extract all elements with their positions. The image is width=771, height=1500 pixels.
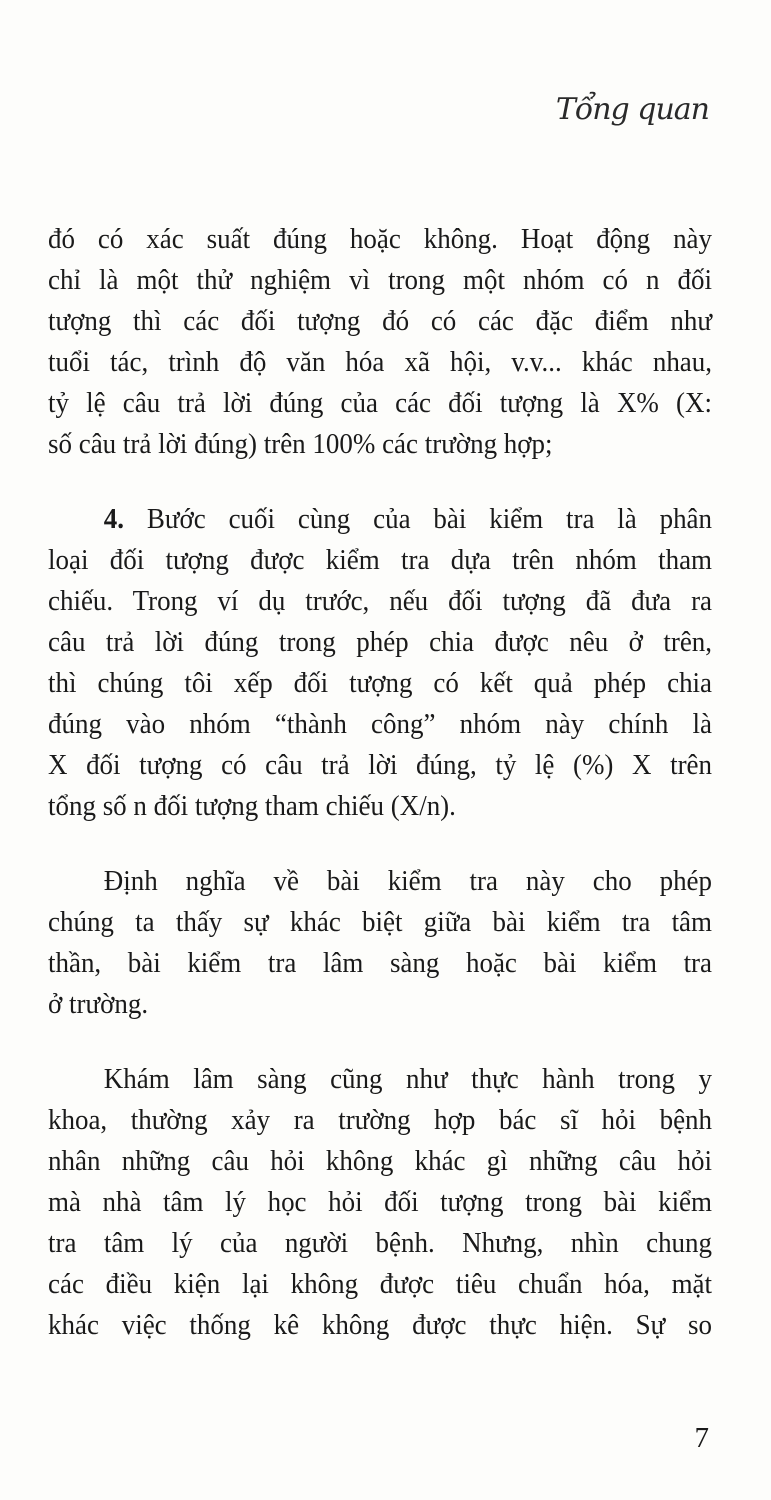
paragraph-1 <box>48 219 712 465</box>
text-line: Khám lâm sàng cũng như thực hành trong y <box>103 1063 713 1095</box>
running-header: Tổng quan <box>555 92 709 127</box>
text-line: mà nhà tâm lý học hỏi đối tượng trong bài kiểm <box>48 1186 713 1218</box>
text-line: khác việc thống kê không được thực hiện. Sự so <box>48 1309 713 1341</box>
text-line: tra tâm lý của người bệnh. Nhưng, nhìn chung <box>48 1227 713 1259</box>
paragraph-step-4 <box>48 499 712 827</box>
step-number: 4. <box>103 503 125 535</box>
text-line: chúng ta thấy sự khác biệt giữa bài kiểm tra tâm <box>48 906 713 938</box>
text-line: thì chúng tôi xếp đối tượng có kết quả phép chia <box>48 667 713 699</box>
text-line: câu trả lời đúng trong phép chia được nêu ở trên, <box>48 626 713 658</box>
text-line: đúng vào nhóm “thành công” nhóm này chính là <box>48 708 713 740</box>
text-line: tuổi tác, trình độ văn hóa xã hội, v.v... khác nhau, <box>48 346 713 378</box>
text-line: tổng số n đối tượng tham chiếu (X/n). <box>48 790 456 822</box>
text-line: tượng thì các đối tượng đó có các đặc điểm như <box>48 305 713 337</box>
text-line: nhân những câu hỏi không khác gì những câu hỏi <box>48 1145 713 1177</box>
text-line: số câu trả lời đúng) trên 100% các trường hợp; <box>48 428 553 460</box>
text-line: tỷ lệ câu trả lời đúng của các đối tượng là X% (X: <box>48 387 713 419</box>
text-line: chiếu. Trong ví dụ trước, nếu đối tượng đã đưa ra <box>48 585 713 617</box>
page-number: 7 <box>694 1422 709 1454</box>
text-line: các điều kiện lại không được tiêu chuẩn hóa, mặt <box>48 1268 713 1300</box>
page-body <box>48 219 712 1380</box>
text-line: thần, bài kiểm tra lâm sàng hoặc bài kiểm tra <box>48 947 713 979</box>
text-line: loại đối tượng được kiểm tra dựa trên nhóm tham <box>48 544 713 576</box>
text-line-content: Bước cuối cùng của bài kiểm tra là phân <box>146 503 713 535</box>
text-line: đó có xác suất đúng hoặc không. Hoạt động này <box>48 223 713 255</box>
paragraph-3 <box>48 861 712 1025</box>
text-line: X đối tượng có câu trả lời đúng, tỷ lệ (%) X trên <box>48 749 713 781</box>
text-line: khoa, thường xảy ra trường hợp bác sĩ hỏi bệnh <box>48 1104 713 1136</box>
paragraph-4 <box>48 1059 712 1346</box>
text-line: chỉ là một thử nghiệm vì trong một nhóm có n đối <box>48 264 713 296</box>
text-line: ở trường. <box>48 988 149 1020</box>
text-line: Định nghĩa về bài kiểm tra này cho phép <box>103 865 713 897</box>
text-line <box>48 499 712 540</box>
